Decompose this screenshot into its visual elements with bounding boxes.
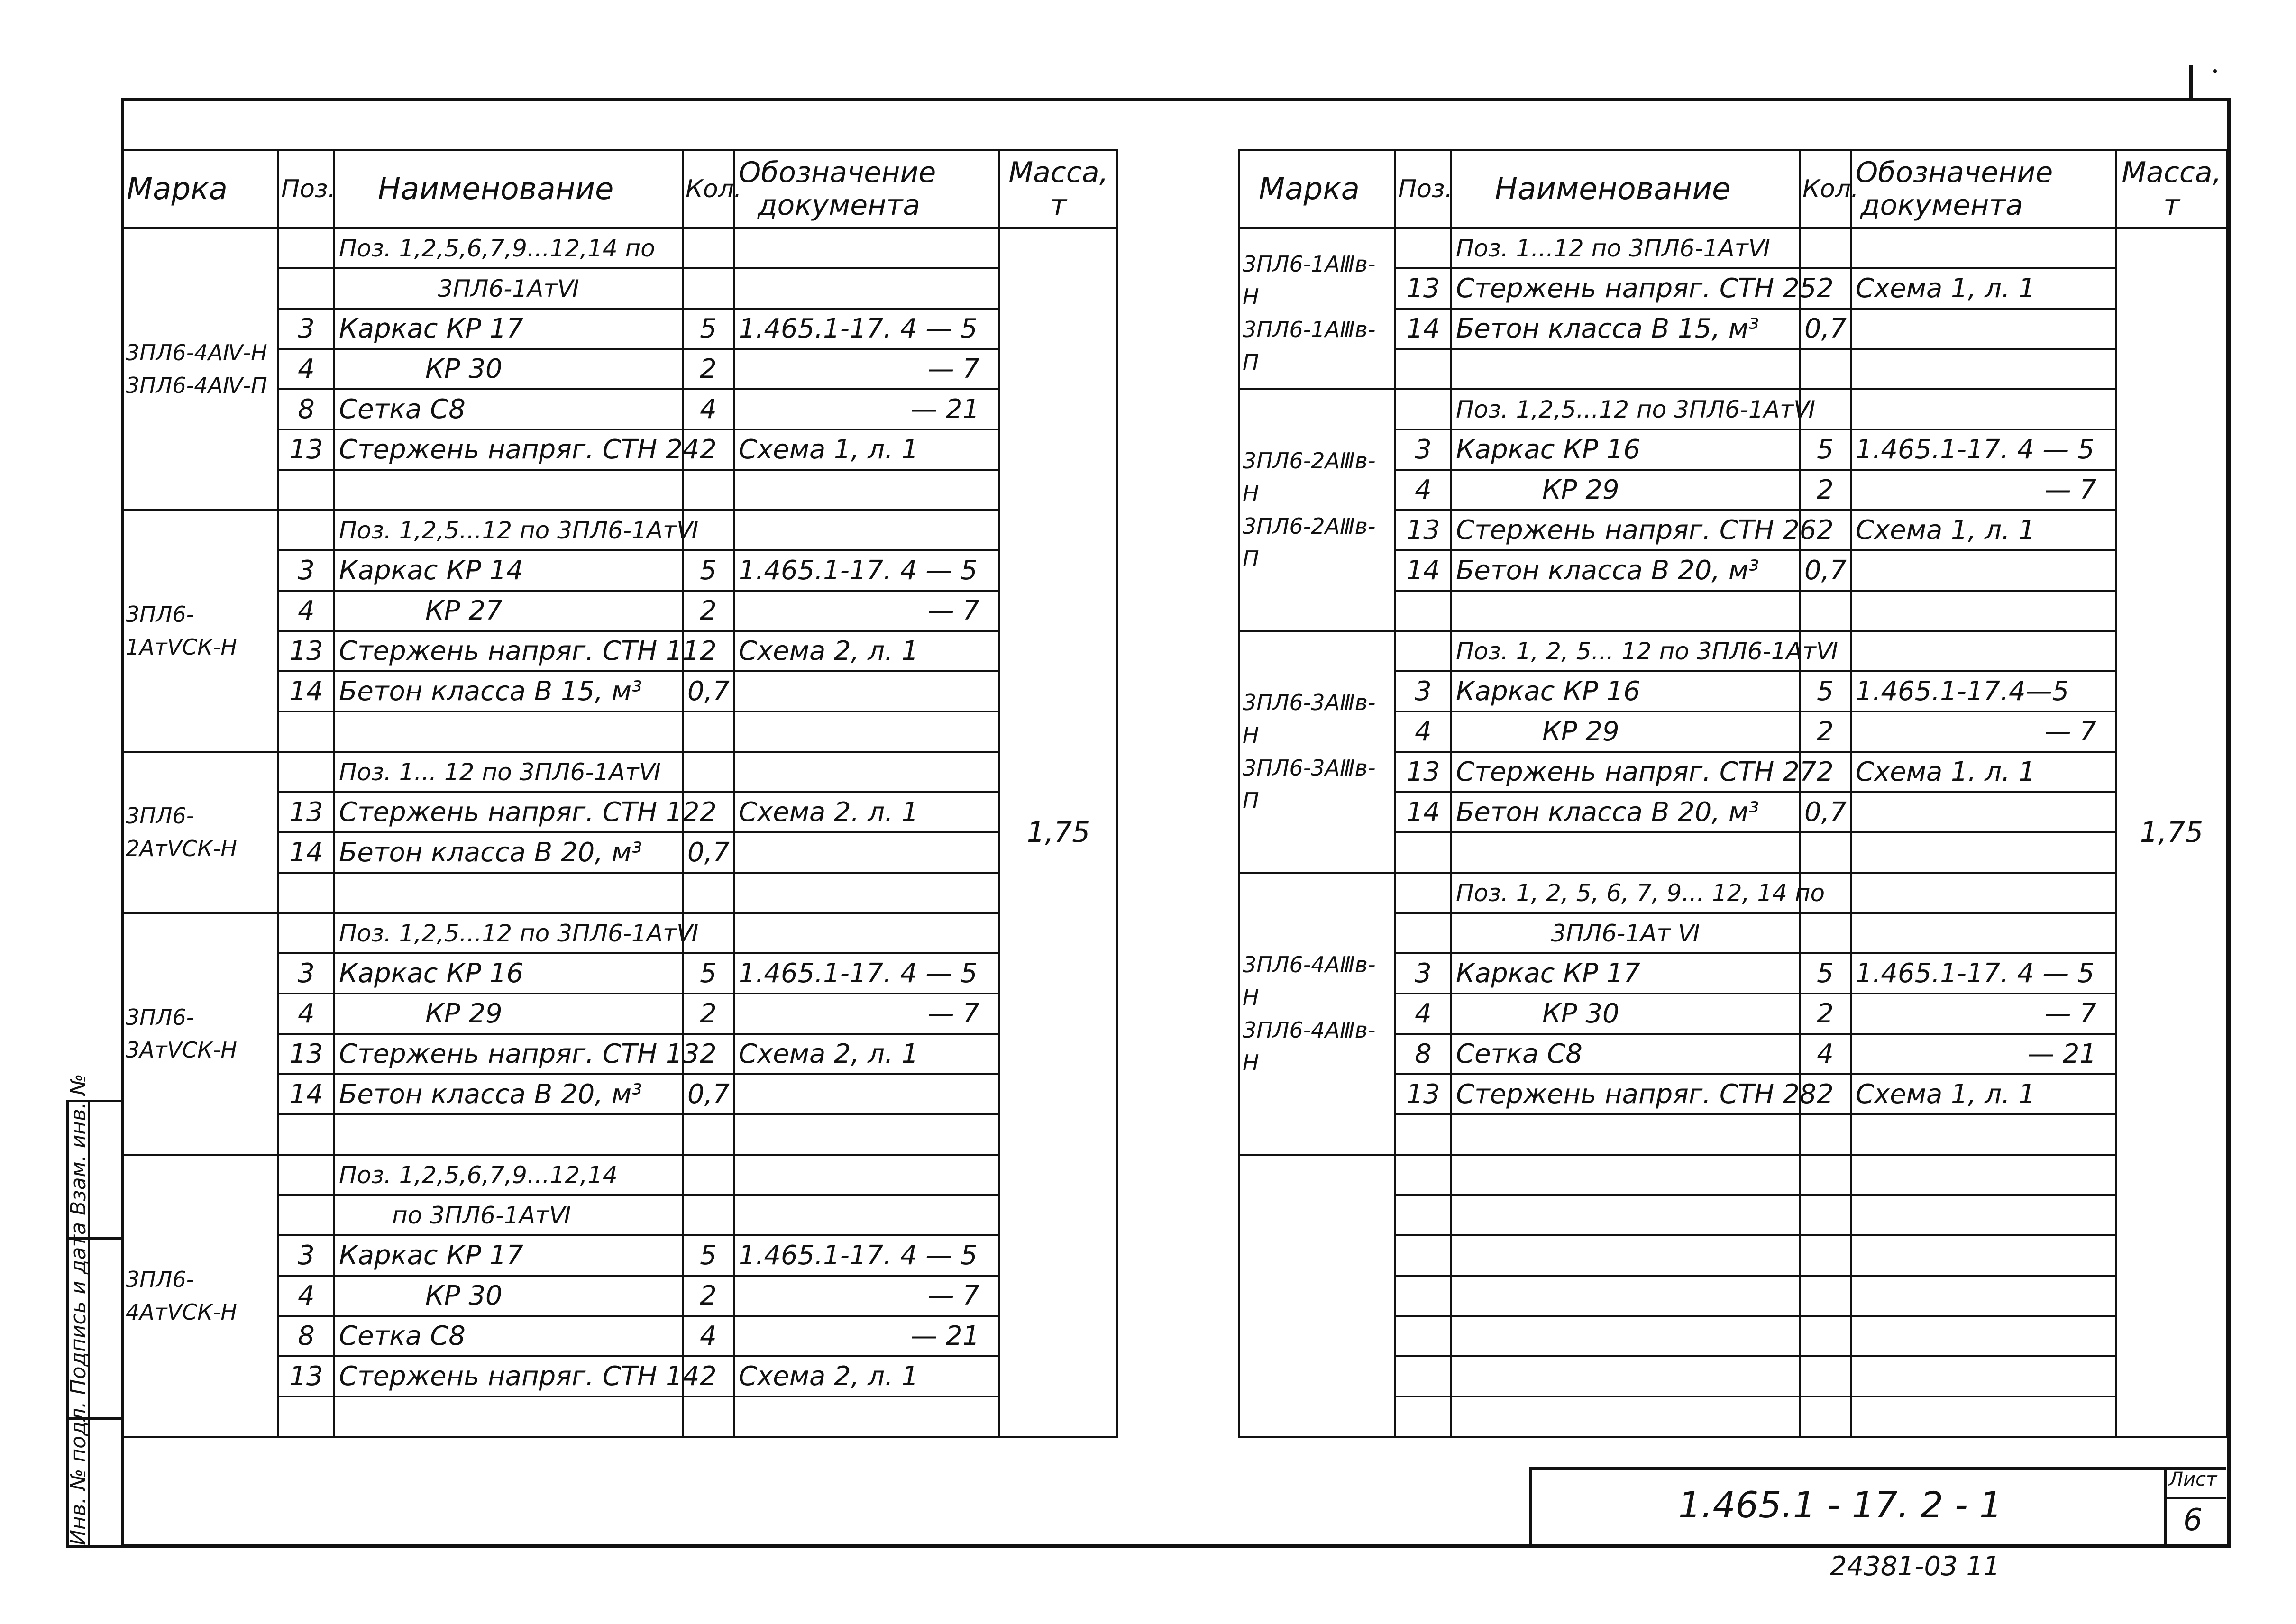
table-cell: КР 29: [1451, 712, 1800, 752]
pos-cell: 13: [1395, 1074, 1451, 1114]
table-cell: [1395, 1356, 1451, 1396]
qty-cell: 2: [1800, 1074, 1851, 1114]
table-cell: [1851, 792, 2116, 832]
table-cell: 1.465.1-17.4—5: [1851, 671, 2116, 712]
pos-cell: 8: [1395, 1034, 1451, 1074]
table-cell: [1395, 349, 1451, 389]
marka-cell: 3ПЛ6-2АⅢв-Н 3ПЛ6-2АⅢв-П: [1239, 389, 1395, 631]
pos-cell: 13: [278, 631, 334, 671]
table-cell: [1851, 1316, 2116, 1356]
table-cell: [1800, 913, 1851, 953]
table-cell: [734, 268, 999, 309]
table-cell: [1851, 1155, 2116, 1195]
pos-cell: 4: [278, 349, 334, 389]
table-cell: [1851, 1356, 2116, 1396]
table-cell: — 7: [1851, 994, 2116, 1034]
table-cell: Схема 2, л. 1: [734, 1034, 999, 1074]
table-cell: Стержень напряг. СТН 11: [334, 631, 683, 671]
table-cell: Стержень напряг. СТН 24: [334, 429, 683, 470]
table-cell: Сетка С8: [334, 1316, 683, 1356]
marka-cell: 3ПЛ6-4АⅢв-Н 3ПЛ6-4АⅢв-Н: [1239, 873, 1395, 1155]
qty-cell: 5: [683, 953, 734, 994]
table-cell: [734, 470, 999, 510]
table-cell: [278, 712, 334, 752]
qty-cell: 2: [683, 1356, 734, 1396]
sheet-number: 6: [2183, 1503, 2203, 1538]
header-row: [1239, 150, 2227, 228]
qty-cell: 0,7: [683, 1074, 734, 1114]
table-cell: [1395, 591, 1451, 631]
table-cell: [683, 752, 734, 792]
table-cell: Сетка С8: [1451, 1034, 1800, 1074]
sheet-divider: [2164, 1497, 2226, 1499]
table-cell: [1851, 550, 2116, 591]
table-cell: [1451, 1155, 1800, 1195]
table-cell: [1800, 1276, 1851, 1316]
table-cell: [278, 873, 334, 913]
pos-cell: 3: [278, 1235, 334, 1276]
qty-cell: 0,7: [683, 671, 734, 712]
table-cell: [734, 1396, 999, 1437]
table-cell: [278, 1155, 334, 1195]
qty-cell: 2: [683, 1276, 734, 1316]
table-row: [1239, 1155, 2227, 1195]
pos-cell: 4: [278, 1276, 334, 1316]
qty-cell: 2: [683, 349, 734, 389]
table-cell: [1851, 309, 2116, 349]
table-cell: [1451, 1195, 1800, 1235]
table-cell: [278, 268, 334, 309]
qty-cell: 2: [1800, 470, 1851, 510]
pos-cell: 3: [1395, 953, 1451, 994]
table-cell: [1851, 591, 2116, 631]
table-cell: [1451, 1396, 1800, 1437]
frame-corner-dot: [2213, 69, 2217, 73]
table-row: [122, 752, 1117, 792]
pos-cell: 13: [278, 1356, 334, 1396]
pos-cell: 13: [278, 429, 334, 470]
spec-table-left: [121, 149, 1118, 1438]
pos-cell: 4: [1395, 994, 1451, 1034]
table-cell: [734, 913, 999, 953]
table-cell: [334, 712, 683, 752]
table-cell: [1395, 1155, 1451, 1195]
table-cell: [1451, 1316, 1800, 1356]
archive-number: 24381-03 11: [1830, 1551, 2000, 1582]
table-cell: КР 30: [1451, 994, 1800, 1034]
table-cell: Схема 2, л. 1: [734, 1356, 999, 1396]
table-cell: [1800, 1195, 1851, 1235]
pos-cell: 13: [1395, 268, 1451, 309]
table-cell: — 7: [1851, 470, 2116, 510]
table-cell: [1800, 832, 1851, 873]
qty-cell: 0,7: [1800, 550, 1851, 591]
table-cell: — 21: [1851, 1034, 2116, 1074]
table-cell: Каркас КР 17: [334, 1235, 683, 1276]
marka-cell: 3ПЛ6-1АтⅤСК-Н: [122, 510, 278, 752]
table-cell: — 7: [734, 1276, 999, 1316]
col-doc: Обозначение документа: [1851, 150, 2116, 228]
marka-cell: 3ПЛ6-4АⅣ-Н 3ПЛ6-4АⅣ-П: [122, 228, 278, 510]
table-cell: [734, 752, 999, 792]
table-cell: [734, 832, 999, 873]
qty-cell: 5: [1800, 671, 1851, 712]
table-cell: [734, 510, 999, 550]
spec-table-right: [1238, 149, 2228, 1438]
table-cell: [734, 1195, 999, 1235]
table-cell: [334, 1396, 683, 1437]
table-cell: [278, 913, 334, 953]
table-cell: [1395, 228, 1451, 268]
table-cell: Схема 2, л. 1: [734, 631, 999, 671]
pos-cell: 14: [278, 1074, 334, 1114]
table-cell: Схема 1, л. 1: [1851, 268, 2116, 309]
qty-cell: 2: [1800, 268, 1851, 309]
table-cell: Каркас КР 17: [334, 309, 683, 349]
table-cell: 1.465.1-17. 4 — 5: [1851, 429, 2116, 470]
qty-cell: 5: [683, 1235, 734, 1276]
table-cell: Схема 1, л. 1: [1851, 510, 2116, 550]
table-cell: [334, 1114, 683, 1155]
pos-cell: 4: [1395, 470, 1451, 510]
table-cell: [1395, 1195, 1451, 1235]
table-cell: Каркас КР 16: [1451, 671, 1800, 712]
table-cell: Стержень напряг. СТН 27: [1451, 752, 1800, 792]
sheet-label: Лист: [2169, 1469, 2217, 1490]
table-cell: [1395, 1276, 1451, 1316]
marka-cell: 3ПЛ6-4АтⅤСК-Н: [122, 1155, 278, 1437]
table-cell: [683, 1155, 734, 1195]
table-cell: Бетон класса В 20, м³: [1451, 792, 1800, 832]
qty-cell: 5: [1800, 953, 1851, 994]
frame-corner-mark: [2189, 65, 2193, 99]
table-cell: — 7: [1851, 712, 2116, 752]
table-cell: [683, 873, 734, 913]
table-cell: КР 29: [334, 994, 683, 1034]
table-row: [122, 228, 1117, 268]
qty-cell: 2: [683, 631, 734, 671]
table-cell: Каркас КР 17: [1451, 953, 1800, 994]
table-cell: [278, 1396, 334, 1437]
qty-cell: 2: [683, 1034, 734, 1074]
table-cell: [1800, 1114, 1851, 1155]
table-cell: 3ПЛ6-1Ат Ⅵ: [1451, 913, 1800, 953]
table-cell: [334, 873, 683, 913]
pos-cell: [278, 228, 334, 268]
qty-cell: 2: [1800, 994, 1851, 1034]
table-cell: КР 30: [334, 1276, 683, 1316]
table-cell: Схема 1, л. 1: [1851, 1074, 2116, 1114]
marka-cell: 3ПЛ6-1АⅢв-Н 3ПЛ6-1АⅢв-П: [1239, 228, 1395, 389]
table-cell: [734, 1074, 999, 1114]
pos-cell: 14: [1395, 792, 1451, 832]
table-cell: Схема 1. л. 1: [1851, 752, 2116, 792]
col-marka: Марка: [122, 150, 278, 228]
pos-cell: 3: [278, 953, 334, 994]
pos-cell: 3: [1395, 671, 1451, 712]
table-cell: 1.465.1-17. 4 — 5: [734, 309, 999, 349]
table-cell: [683, 1195, 734, 1235]
table-cell: [1851, 1114, 2116, 1155]
col-name: Наименование: [334, 150, 683, 228]
col-name: Наименование: [1451, 150, 1800, 228]
table-cell: [1395, 389, 1451, 429]
table-cell: [1800, 1316, 1851, 1356]
pos-cell: 3: [278, 309, 334, 349]
pos-cell: 14: [1395, 309, 1451, 349]
table-cell: [1395, 873, 1451, 913]
table-cell: [683, 1114, 734, 1155]
qty-cell: 0,7: [1800, 792, 1851, 832]
qty-cell: 4: [683, 389, 734, 429]
table-cell: [1395, 1235, 1451, 1276]
pos-cell: 3: [1395, 429, 1451, 470]
table-row: [122, 913, 1117, 953]
table-cell: [1395, 1396, 1451, 1437]
table-row: [1239, 389, 2227, 429]
qty-cell: 0,7: [683, 832, 734, 873]
table-cell: Бетон класса В 20, м³: [334, 832, 683, 873]
qty-cell: 2: [683, 792, 734, 832]
pos-cell: 14: [278, 671, 334, 712]
table-cell: Каркас КР 14: [334, 550, 683, 591]
table-cell: Стержень напряг. СТН 28: [1451, 1074, 1800, 1114]
mass-value: 1,75: [2116, 228, 2227, 1437]
table-cell: [734, 873, 999, 913]
table-cell: [1395, 1316, 1451, 1356]
table-cell: [1451, 832, 1800, 873]
table-cell: [734, 228, 999, 268]
ref-text: 3ПЛ6-1АтⅥ: [334, 268, 683, 309]
pos-cell: 3: [278, 550, 334, 591]
pos-cell: 13: [278, 792, 334, 832]
table-row: [1239, 873, 2227, 913]
qty-cell: 2: [1800, 752, 1851, 792]
col-marka: Марка: [1239, 150, 1395, 228]
table-row: [122, 1155, 1117, 1195]
pos-cell: 8: [278, 389, 334, 429]
table-cell: [1395, 832, 1451, 873]
table-cell: Стержень напряг. СТН 12: [334, 792, 683, 832]
table-cell: Каркас КР 16: [334, 953, 683, 994]
table-cell: Поз. 1, 2, 5... 12 по 3ПЛ6-1АтⅥ: [1451, 631, 1800, 671]
table-cell: — 21: [734, 1316, 999, 1356]
table-cell: [1451, 349, 1800, 389]
table-cell: Схема 2. л. 1: [734, 792, 999, 832]
pos-cell: 4: [1395, 712, 1451, 752]
table-cell: [1851, 631, 2116, 671]
document-code: 1.465.1 - 17. 2 - 1: [1678, 1484, 2003, 1526]
table-cell: 1.465.1-17. 4 — 5: [1851, 953, 2116, 994]
table-cell: [278, 752, 334, 792]
table-cell: [278, 1114, 334, 1155]
table-cell: Поз. 1...12 по 3ПЛ6-1АтⅥ: [1451, 228, 1800, 268]
table-cell: КР 27: [334, 591, 683, 631]
table-row: [122, 510, 1117, 550]
table-cell: [1851, 913, 2116, 953]
side-stamp-text: Инв. № подл. Подпись и дата Взам. инв. №: [66, 1074, 91, 1545]
mass-value: 1,75: [999, 228, 1117, 1437]
table-cell: Стержень напряг. СТН 26: [1451, 510, 1800, 550]
qty-cell: 4: [683, 1316, 734, 1356]
pos-cell: 4: [278, 994, 334, 1034]
table-cell: — 21: [734, 389, 999, 429]
marka-cell: 3ПЛ6-2АтⅤСК-Н: [122, 752, 278, 913]
qty-cell: 2: [683, 429, 734, 470]
table-cell: [1451, 591, 1800, 631]
table-cell: Бетон класса В 15, м³: [1451, 309, 1800, 349]
table-row: [1239, 228, 2227, 268]
table-cell: — 7: [734, 591, 999, 631]
table-cell: [734, 712, 999, 752]
table-cell: [1800, 228, 1851, 268]
table-cell: [1851, 389, 2116, 429]
table-cell: [1800, 1396, 1851, 1437]
table-cell: [683, 268, 734, 309]
table-cell: [1851, 228, 2116, 268]
pos-cell: 13: [1395, 752, 1451, 792]
pos-cell: 14: [278, 832, 334, 873]
pos-cell: 4: [278, 591, 334, 631]
pos-cell: 13: [1395, 510, 1451, 550]
table-cell: Поз. 1,2,5,6,7,9...12,14: [334, 1155, 683, 1195]
table-cell: КР 30: [334, 349, 683, 389]
table-cell: [1851, 1396, 2116, 1437]
table-cell: [1395, 631, 1451, 671]
table-cell: [1851, 1235, 2116, 1276]
table-cell: 1.465.1-17. 4 — 5: [734, 1235, 999, 1276]
table-cell: [683, 470, 734, 510]
table-cell: [1451, 1276, 1800, 1316]
table-cell: [734, 1114, 999, 1155]
table-cell: 1.465.1-17. 4 — 5: [734, 953, 999, 994]
table-cell: Стержень напряг. СТН 14: [334, 1356, 683, 1396]
qty-cell: 4: [1800, 1034, 1851, 1074]
table-cell: [1395, 1114, 1451, 1155]
table-cell: Бетон класса В 15, м³: [334, 671, 683, 712]
table-cell: Поз. 1,2,5...12 по 3ПЛ6-1АтⅥ: [334, 510, 683, 550]
table-cell: [334, 470, 683, 510]
table-cell: 1.465.1-17. 4 — 5: [734, 550, 999, 591]
table-cell: [278, 1195, 334, 1235]
table-cell: [1239, 1155, 1395, 1437]
col-mass: Масса, т: [999, 150, 1117, 228]
qty-cell: 5: [683, 309, 734, 349]
table-cell: Схема 1, л. 1: [734, 429, 999, 470]
col-mass: Масса, т: [2116, 150, 2227, 228]
table-cell: Стержень напряг. СТН 13: [334, 1034, 683, 1074]
col-kol: Кол.: [683, 150, 734, 228]
table-cell: [683, 712, 734, 752]
table-cell: [683, 228, 734, 268]
qty-cell: 2: [683, 591, 734, 631]
table-cell: Каркас КР 16: [1451, 429, 1800, 470]
table-cell: [1451, 1235, 1800, 1276]
qty-cell: 5: [1800, 429, 1851, 470]
col-doc: Обозначение документа: [734, 150, 999, 228]
table-row: [1239, 631, 2227, 671]
table-cell: Бетон класса В 20, м³: [334, 1074, 683, 1114]
pos-cell: 8: [278, 1316, 334, 1356]
table-cell: [734, 1155, 999, 1195]
pos-cell: 14: [1395, 550, 1451, 591]
table-cell: Поз. 1,2,5...12 по 3ПЛ6-1АтⅥ: [334, 913, 683, 953]
table-cell: [734, 671, 999, 712]
table-cell: Сетка С8: [334, 389, 683, 429]
table-cell: Поз. 1... 12 по 3ПЛ6-1АтⅥ: [334, 752, 683, 792]
table-cell: [1800, 349, 1851, 389]
qty-cell: 2: [683, 994, 734, 1034]
col-kol: Кол.: [1800, 150, 1851, 228]
qty-cell: 2: [1800, 712, 1851, 752]
table-cell: [1800, 1356, 1851, 1396]
table-cell: [1451, 1114, 1800, 1155]
table-cell: [278, 470, 334, 510]
table-cell: [1800, 1155, 1851, 1195]
table-cell: [1851, 832, 2116, 873]
table-cell: Бетон класса В 20, м³: [1451, 550, 1800, 591]
marka-cell: 3ПЛ6-3АтⅤСК-Н: [122, 913, 278, 1155]
table-cell: КР 29: [1451, 470, 1800, 510]
table-cell: [683, 1396, 734, 1437]
table-cell: — 7: [734, 349, 999, 389]
col-pos: Поз.: [278, 150, 334, 228]
qty-cell: 2: [1800, 510, 1851, 550]
qty-cell: 5: [683, 550, 734, 591]
pos-cell: 13: [278, 1034, 334, 1074]
header-row: [122, 150, 1117, 228]
table-cell: [1800, 1235, 1851, 1276]
marka-cell: 3ПЛ6-3АⅢв-Н 3ПЛ6-3АⅢв-П: [1239, 631, 1395, 873]
table-cell: [1851, 873, 2116, 913]
table-cell: [1395, 913, 1451, 953]
table-cell: [1451, 1356, 1800, 1396]
ref-text: Поз. 1,2,5,6,7,9...12,14 по: [334, 228, 683, 268]
table-cell: [278, 510, 334, 550]
table-cell: [1851, 349, 2116, 389]
qty-cell: 0,7: [1800, 309, 1851, 349]
table-cell: по 3ПЛ6-1АтⅥ: [334, 1195, 683, 1235]
table-cell: [1851, 1276, 2116, 1316]
table-cell: [1800, 591, 1851, 631]
col-pos: Поз.: [1395, 150, 1451, 228]
table-cell: Стержень напряг. СТН 25: [1451, 268, 1800, 309]
table-cell: [1851, 1195, 2116, 1235]
table-cell: Поз. 1, 2, 5, 6, 7, 9... 12, 14 по: [1451, 873, 1800, 913]
table-cell: Поз. 1,2,5...12 по 3ПЛ6-1АтⅥ: [1451, 389, 1800, 429]
table-cell: — 7: [734, 994, 999, 1034]
